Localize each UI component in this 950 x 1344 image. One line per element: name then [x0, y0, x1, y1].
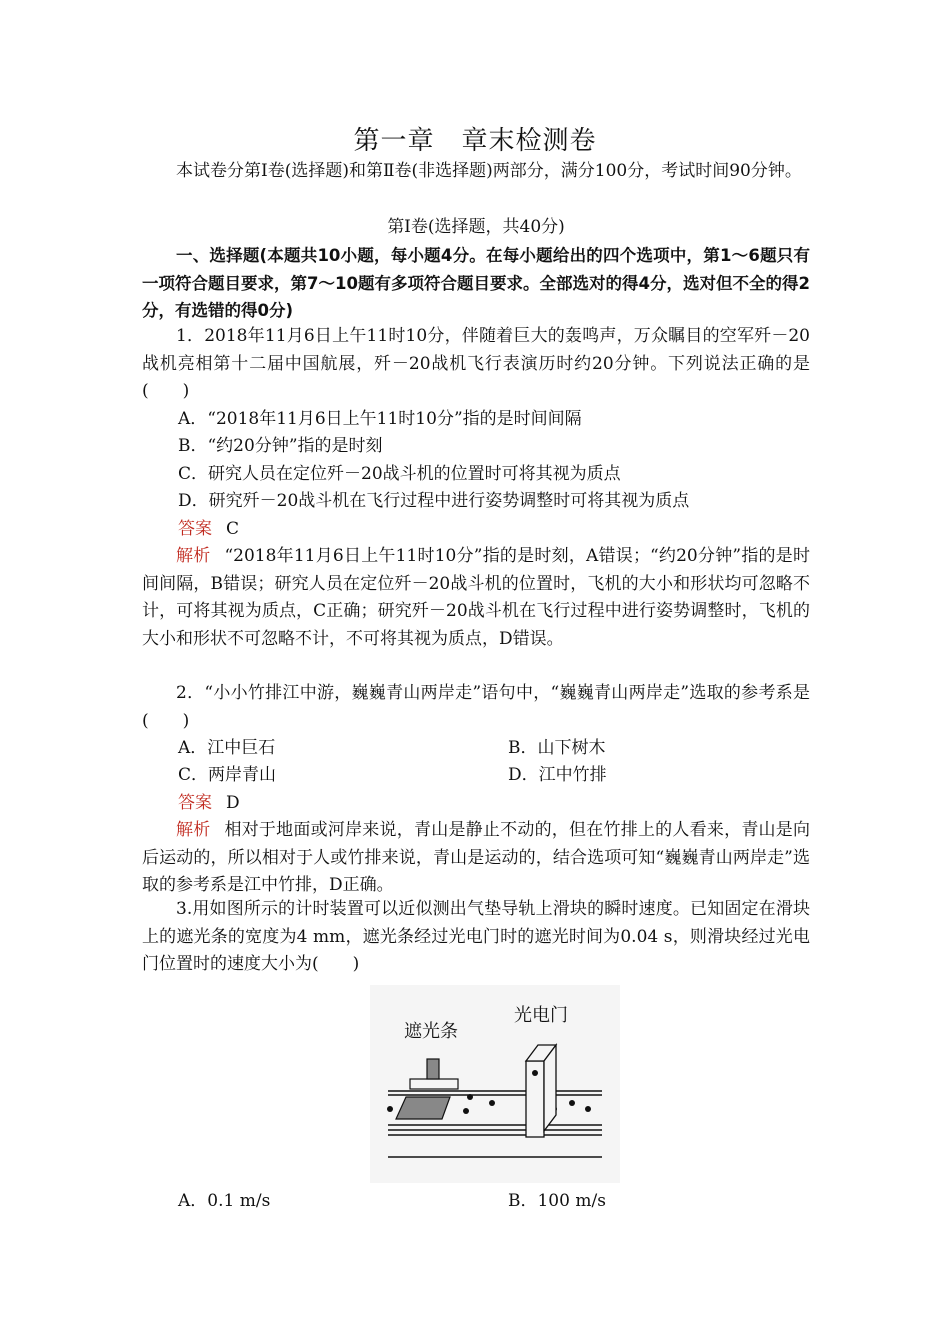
question-1-option-b: B．“约20分钟”指的是时刻: [178, 436, 383, 456]
question-1-option-c: C．研究人员在定位歼－20战斗机的位置时可将其视为质点: [178, 464, 621, 484]
question-2-option-a: A．江中巨石: [178, 738, 276, 758]
section-instructions: 一、选择题(本题共10小题，每小题4分。在每小题给出的四个选项中，第1～6题只有一项符合题目要求，第7～10题有多项符合题目要求。全部选对的得4分，选对但不全的得2分，有选错的得0分): [142, 246, 810, 320]
photogate-label: 光电门: [514, 1005, 568, 1025]
question-2-option-c: C．两岸青山: [178, 765, 277, 785]
section-title: 第Ⅰ卷(选择题，共40分): [387, 217, 565, 237]
answer-value: C: [226, 519, 240, 539]
analysis-text: “2018年11月6日上午11时10分”指的是时刻，A错误；“约20分钟”指的是时间间隔，B错误；研究人员在定位歼－20战斗机的位置时，飞机的大小和形状均可忽略不计，可将其视为质点，C正确；研究歼－20战斗机在飞行过程中进行姿势调整时，飞机的大小和形状不可忽略不计，不可将其视为质点，D错误。: [142, 546, 810, 649]
analysis-text: 相对于地面或河岸来说，青山是静止不动的，但在竹排上的人看来，青山是向后运动的，所以相对于人或竹排来说，青山是运动的，结合选项可知“巍巍青山两岸走”选取的参考系是江中竹排，D正确。: [142, 820, 811, 895]
air-hole: [467, 1094, 473, 1100]
analysis-label: 解析: [176, 820, 211, 840]
air-hole: [585, 1106, 591, 1112]
air-hole: [387, 1106, 393, 1112]
question-2-answer: [178, 790, 240, 818]
answer-label: 答案: [178, 793, 212, 813]
analysis-label: 解析: [176, 546, 211, 566]
question-3-stem: 3.用如图所示的计时装置可以近似测出气垫导轨上滑块的瞬时速度。已知固定在滑块上的遮光条的宽度为4 mm，遮光条经过光电门时的遮光时间为0.04 s，则滑块经过光电门位置时的速度大小为( ): [142, 899, 810, 974]
question-1-answer: [178, 516, 239, 544]
air-hole: [463, 1108, 469, 1114]
shade-strip: [427, 1059, 439, 1079]
question-1-option-d: D．研究歼－20战斗机在飞行过程中进行姿势调整时可将其视为质点: [178, 491, 690, 511]
page-title: 第一章 章末检测卷: [353, 126, 597, 156]
question-1-option-a: A．“2018年11月6日上午11时10分”指的是时间间隔: [178, 409, 582, 429]
question-3-option-b: B．100 m/s: [508, 1191, 606, 1211]
slider-block: [396, 1097, 450, 1119]
answer-value: D: [226, 793, 240, 813]
photogate-side: [544, 1045, 556, 1131]
air-hole: [489, 1100, 495, 1106]
air-track-diagram: [370, 985, 620, 1183]
photogate-hole: [532, 1070, 538, 1076]
answer-label: 答案: [178, 519, 212, 539]
question-1-analysis: [142, 543, 810, 653]
shade-strip-label: 遮光条: [404, 1021, 458, 1041]
question-2-stem: 2．“小小竹排江中游，巍巍青山两岸走”语句中，“巍巍青山两岸走”选取的参考系是( ): [142, 683, 810, 731]
question-2-option-b: B．山下树木: [508, 738, 606, 758]
question-2-analysis: [142, 817, 810, 900]
air-track-figure: [370, 985, 620, 1183]
slider-top: [410, 1079, 458, 1089]
intro-text: 本试卷分第Ⅰ卷(选择题)和第Ⅱ卷(非选择题)两部分，满分100分，考试时间90分钟。: [176, 161, 802, 181]
question-3-option-a: A．0.1 m/s: [178, 1191, 271, 1211]
air-hole: [569, 1100, 575, 1106]
question-2-option-d: D．江中竹排: [508, 765, 607, 785]
question-1-stem: 1．2018年11月6日上午11时10分，伴随着巨大的轰鸣声，万众瞩目的空军歼－20战机亮相第十二届中国航展，歼－20战机飞行表演历时约20分钟。下列说法正确的是( ): [142, 326, 810, 401]
